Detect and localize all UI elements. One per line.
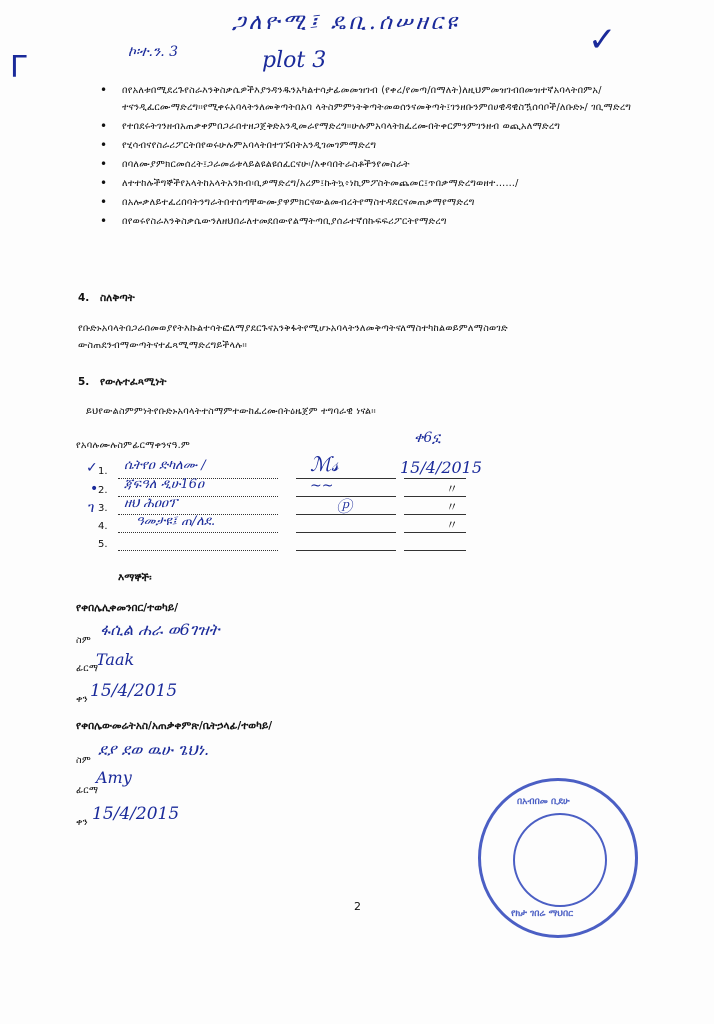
signatories-heading: የአባሉሙሉስምፊርማቀንናዓ.ም bbox=[76, 440, 190, 451]
receiver1-sign-label: ፊርማ bbox=[76, 663, 99, 674]
row-tick: • bbox=[90, 481, 99, 497]
row-tick: ✓ bbox=[86, 460, 98, 476]
receiver1-heading: የቀበሌሊቀመንበር/ተወካይ/ bbox=[76, 602, 179, 614]
receiver1-date-label: ቀን bbox=[76, 694, 88, 705]
receiver2-name: ደያ ደወ ዉሁ ጌህነ. bbox=[98, 740, 210, 759]
date-line bbox=[404, 550, 466, 551]
receiver2-name-label: ስም bbox=[76, 755, 91, 766]
receiver2-date-label: ቀን bbox=[76, 817, 88, 828]
date-line bbox=[404, 478, 466, 479]
section-4-body: የቡድኑአባላትበጋራበመወያየትእኩልተሳትፎለማያደርጉናአንቅፋትየሚሆኑአባላትንለመቅጣትናለማስተካከልወይምለማስወገድ ውስጠደንብማውጣትናተፈጻሚማድረግይችላሉ። bbox=[78, 323, 508, 351]
list-item: • በባለሙያምክርመሰረት፤ጋራመሬቱላይልዩልዩሰፈርናሁ፡/እቀባበትራስቶችንየመስራት bbox=[108, 156, 668, 173]
date-column-mark: ቀ6ኗ bbox=[414, 430, 441, 446]
check-mark: ✓ bbox=[588, 20, 617, 60]
receiver2-date: 15/4/2015 bbox=[92, 804, 180, 824]
member-signature: ⓟ bbox=[336, 497, 353, 516]
receiver2-heading: የቀበሌውመሬትአስ/አጠቃቀምጽ/ቤትኃላፊ/ተወካይ/ bbox=[76, 720, 273, 732]
list-item: • በየአለቱበሚደረጉየስራእንቅስቃሴዎችእያንዳንዱንአካልተሳታፊመመዝገብ (የቀረ/የመጣ/በማለት)ለዚህምመዝገብበመዝተኛአባላትበምአ/ተናንዲፈርሙማድረግ።የሚቀሩአባላትንለመቅጣትበአባ ላትስምምነትቅጣትመወሰንናመቅጣት፤ገንዘቡንምበሀዊዳዊስዃሰባቦች/ለቡድኑ/ ገቢማድረግ bbox=[108, 82, 668, 116]
list-item: • ለተተከሉችግኞችየአላትከአላትአንክብ፡ቢዎማድረግ/አረም፤ኩትኳ፥ነኪምፖስትመጨመር፤ጥበቃማድረግወዘተ……/ bbox=[108, 175, 668, 192]
row-number: 1. bbox=[98, 466, 108, 477]
page-reference: ኮ፡ተ.ን. 3 bbox=[128, 44, 179, 60]
section-4-number: 4. bbox=[78, 292, 90, 304]
section-4-heading: ስለቅጣት bbox=[100, 292, 135, 304]
page-number: 2 bbox=[354, 900, 362, 913]
handwritten-title: ጋለዮሚ፤ ዴቢ.ሰሠዘርዩ bbox=[232, 10, 460, 35]
section-5-heading: የውሉተፈጻሚነት bbox=[100, 376, 167, 388]
member-name: ዓመታዩ፤ ጠ/ለደ. bbox=[136, 514, 216, 529]
receiver2-signature: Amy bbox=[96, 768, 132, 787]
member-name: ጃፍዓለ ዲሁ16ዐ bbox=[124, 477, 205, 492]
stamp-top-text: በአብበመ ቢደሁ bbox=[517, 797, 570, 807]
receiver1-name: ፋሲል ሐራ ወ6ገዝት bbox=[100, 620, 220, 639]
member-name: ሴትየዐ ድካለሙ / bbox=[124, 458, 206, 473]
witnesses-heading: እማኞች፡ bbox=[118, 572, 152, 584]
margin-mark: ᒥ bbox=[10, 50, 27, 85]
official-stamp bbox=[478, 778, 638, 938]
member-name: ዘህ ሕዐዐፕ bbox=[124, 496, 178, 511]
list-item: • በአሎቃለይተፈረበባትንግራትበተሰጣቸውሙያዋምክርናውልመብረትየማስተዳደርናመጠቃማየማድረግ bbox=[108, 194, 668, 211]
signature-line bbox=[296, 532, 396, 533]
member-date: 〃 bbox=[446, 518, 459, 532]
section-5-body: ይህየውልስምምነትየቡድኑአባላትተስማምተውከፈረሙበትዕዜጀም ተግባራዊ ነናል። bbox=[86, 406, 376, 417]
receiver1-name-label: ስም bbox=[76, 635, 91, 646]
stamp-inner-ring bbox=[513, 813, 607, 907]
member-date: 〃 bbox=[446, 500, 459, 514]
name-line bbox=[118, 550, 278, 551]
receiver1-date: 15/4/2015 bbox=[90, 681, 178, 701]
member-signature: ~~ bbox=[310, 478, 334, 494]
row-number: 5. bbox=[98, 539, 108, 550]
list-item: • የሂሳብናየስራሪፖርትበየወሩሁሉምአባላትበተገኙበትአንዲገመገምማድረግ bbox=[108, 137, 668, 154]
member-date: 15/4/2015 bbox=[400, 458, 483, 477]
section-5-number: 5. bbox=[78, 376, 90, 388]
signature-line bbox=[296, 550, 396, 551]
plot-label: plot 3 bbox=[262, 48, 327, 73]
name-line bbox=[118, 532, 278, 533]
row-number: 2. bbox=[98, 485, 108, 496]
receiver1-signature: Taak bbox=[96, 650, 135, 669]
member-signature: ℳ𝓈 bbox=[310, 452, 339, 476]
stamp-bottom-text: የክታ ገበሬ ማህበር bbox=[511, 909, 574, 919]
row-number: 3. bbox=[98, 503, 108, 514]
duties-list bbox=[108, 82, 668, 232]
member-date: 〃 bbox=[446, 482, 459, 496]
row-number: 4. bbox=[98, 521, 108, 532]
row-tick: ገ bbox=[88, 500, 95, 516]
list-item: • የተበደሩትገንዘብአጠቃቀምበጋራበተዘጋጀቅድአንዲመራየማድረግ።ሁሉምአባላትክፈረሙበትቀርምንምገንዘብ ወጪአለማድረግ bbox=[108, 118, 668, 135]
list-item: • በየወሩየስራእንቅስቃሴውንለዘህበራለተመደበውየልማትጣቢያሰራተኛበኩፍፍሪፖርትየማድረግ bbox=[108, 213, 668, 230]
receiver2-sign-label: ፊርማ bbox=[76, 785, 99, 796]
